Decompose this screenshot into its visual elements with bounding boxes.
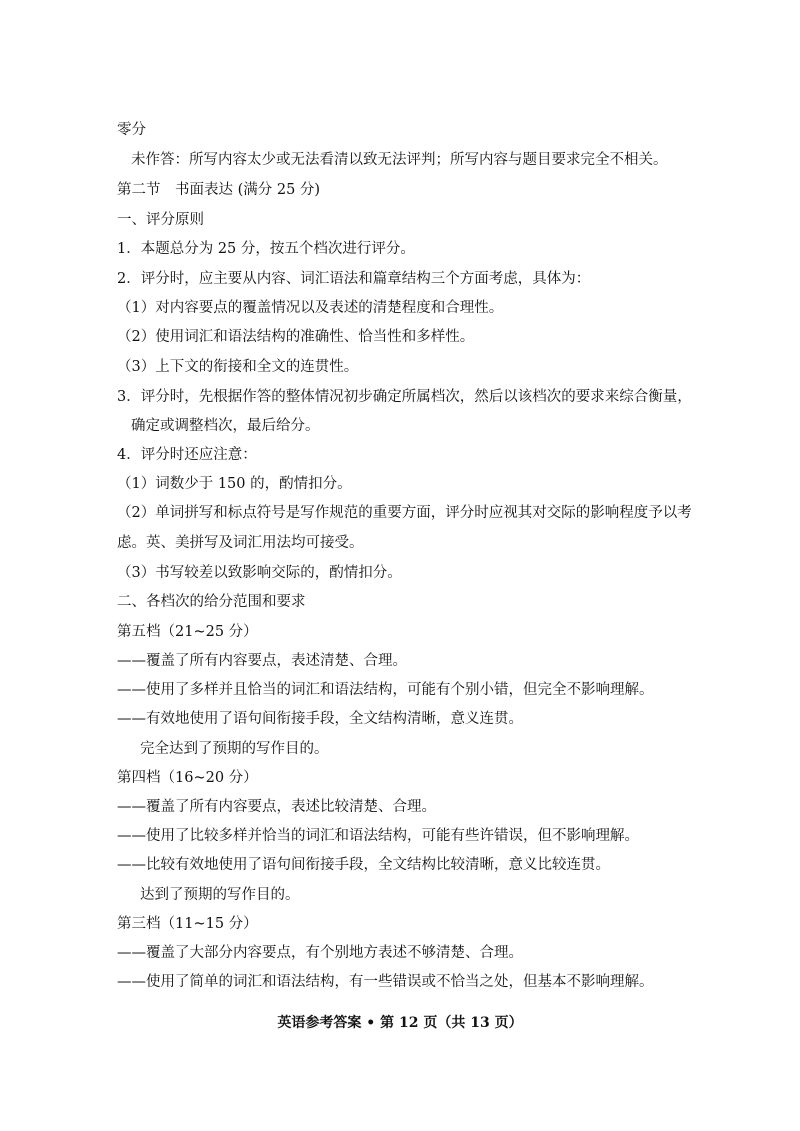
text-line: （2）使用词汇和语法结构的准确性、恰当性和多样性。: [117, 329, 475, 345]
subsection-heading: 一、评分原则: [117, 212, 204, 228]
text-line: （1）词数少于 150 的，酌情扣分。: [117, 476, 352, 492]
text-line: 未作答：所写内容太少或无法看清以致无法评判；所写内容与题目要求完全不相关。: [131, 152, 668, 168]
text-line: 1．本题总分为 25 分，按五个档次进行评分。: [117, 241, 415, 257]
page-footer: 英语参考答案 • 第 12 页（共 13 页）: [277, 1015, 523, 1031]
grade-heading: 第五档（21~25 分）: [117, 624, 258, 640]
text-line: 2．评分时，应主要从内容、词汇语法和篇章结构三个方面考虑，具体为：: [117, 271, 591, 287]
text-line: 3．评分时，先根据作答的整体情况初步确定所属档次，然后以该档次的要求来综合衡量，: [117, 389, 692, 405]
section-heading: 第二节 书面表达 (满分 25 分): [117, 182, 321, 198]
text-line: 零分: [117, 122, 146, 138]
grade-heading: 第四档（16~20 分）: [117, 770, 258, 786]
text-line: 虑。英、美拼写及词汇用法均可接受。: [117, 535, 364, 551]
text-line: （3）书写较差以致影响交际的，酌情扣分。: [117, 565, 402, 581]
text-line: ——覆盖了大部分内容要点，有个别地方表述不够清楚、合理。: [117, 945, 523, 961]
text-line: ——使用了简单的词汇和语法结构，有一些错误或不恰当之处，但基本不影响理解。: [117, 974, 654, 990]
text-line: ——覆盖了所有内容要点，表述清楚、合理。: [117, 653, 407, 669]
grade-heading: 第三档（11~15 分）: [117, 916, 258, 932]
text-line: 完全达到了预期的写作目的。: [140, 741, 329, 757]
text-line: ——使用了多样并且恰当的词汇和语法结构，可能有个别小错，但完全不影响理解。: [117, 682, 654, 698]
text-line: ——覆盖了所有内容要点，表述比较清楚、合理。: [117, 799, 436, 815]
text-line: ——比较有效地使用了语句间衔接手段，全文结构比较清晰，意义比较连贯。: [117, 857, 610, 873]
text-line: 4．评分时还应注意：: [117, 447, 257, 463]
text-line: 达到了预期的写作目的。: [140, 887, 300, 903]
text-line: 确定或调整档次，最后给分。: [131, 418, 320, 434]
text-line: （2）单词拼写和标点符号是写作规范的重要方面，评分时应视其对交际的影响程度予以考: [117, 505, 692, 521]
text-line: （1）对内容要点的覆盖情况以及表述的清楚程度和合理性。: [117, 300, 504, 316]
subsection-heading: 二、各档次的给分范围和要求: [117, 594, 306, 610]
text-line: ——使用了比较多样并恰当的词汇和语法结构，可能有些许错误，但不影响理解。: [117, 828, 639, 844]
text-line: （3）上下文的衔接和全文的连贯性。: [117, 359, 359, 375]
text-line: ——有效地使用了语句间衔接手段，全文结构清晰，意义连贯。: [117, 711, 523, 727]
